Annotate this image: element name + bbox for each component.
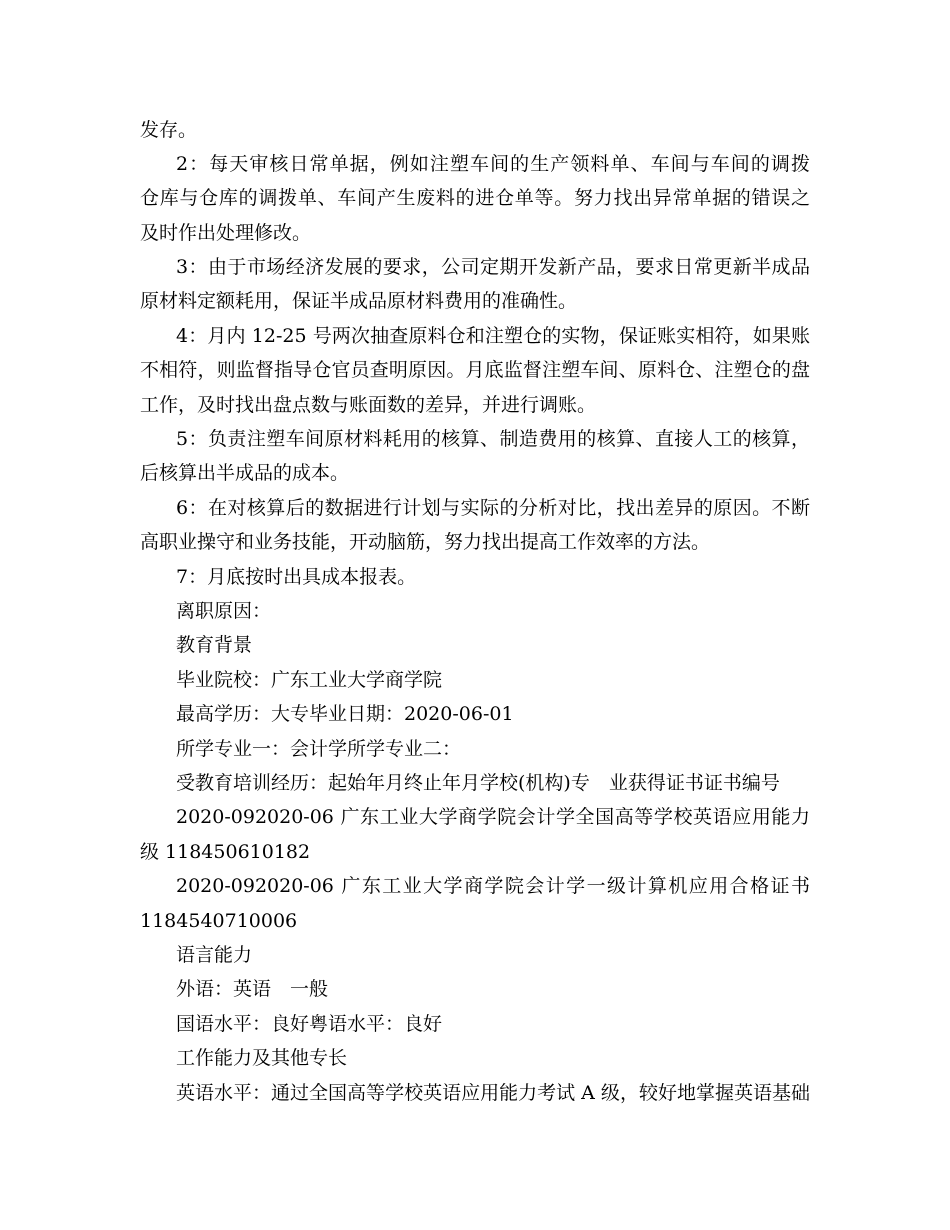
paragraph-line: 1184540710006	[140, 910, 298, 932]
paragraph-line: 及时作出处理修改。	[140, 222, 312, 244]
field-line: 毕业院校：广东工业大学商学院	[176, 669, 443, 691]
paragraph-line: 6：在对核算后的数据进行计划与实际的分析对比，找出差异的原因。不断	[176, 497, 810, 519]
paragraph-line: 2020-092020-06 广东工业大学商学院会计学全国高等学校英语应用能力	[176, 806, 810, 828]
field-line: 受教育培训经历：起始年月终止年月学校(机构)专 业获得证书证书编号	[176, 772, 780, 794]
paragraph-line: 2020-092020-06 广东工业大学商学院会计学一级计算机应用合格证书	[176, 875, 810, 897]
section-heading: 语言能力	[176, 944, 253, 966]
section-heading: 工作能力及其他专长	[176, 1047, 348, 1069]
paragraph-line: 不相符，则监督指导仓官员查明原因。月底监督注塑车间、原料仓、注塑仓的盘	[140, 359, 810, 381]
field-line: 国语水平：良好粤语水平：良好	[176, 1013, 443, 1035]
field-line: 所学专业一：会计学所学专业二：	[176, 738, 462, 760]
paragraph-line: 仓库与仓库的调拨单、车间产生废料的进仓单等。努力找出异常单据的错误之	[140, 187, 810, 209]
paragraph-line: 高职业操守和业务技能，开动脑筋，努力找出提高工作效率的方法。	[140, 531, 711, 553]
paragraph-line: 2：每天审核日常单据，例如注塑车间的生产领料单、车间与车间的调拨	[176, 153, 810, 175]
field-line: 外语：英语 一般	[176, 978, 329, 1000]
paragraph-line: 原材料定额耗用，保证半成品原材料费用的准确性。	[140, 290, 578, 312]
field-line: 最高学历：大专毕业日期：2020-06-01	[176, 703, 514, 725]
paragraph-line: 英语水平：通过全国高等学校英语应用能力考试 A 级，较好地掌握英语基础	[176, 1082, 810, 1104]
field-line: 离职原因：	[176, 600, 272, 622]
paragraph-line: 7：月底按时出具成本报表。	[176, 566, 417, 588]
paragraph-line: 级 118450610182	[140, 841, 311, 863]
paragraph-line: 3：由于市场经济发展的要求，公司定期开发新产品，要求日常更新半成品	[176, 256, 810, 278]
paragraph-line: 后核算出半成品的成本。	[140, 462, 350, 484]
paragraph-line: 工作，及时找出盘点数与账面数的差异，并进行调账。	[140, 394, 597, 416]
paragraph-line: 4：月内 12-25 号两次抽查原料仓和注塑仓的实物，保证账实相符，如果账	[176, 325, 810, 347]
paragraph-line: 5：负责注塑车间原材料耗用的核算、制造费用的核算、直接人工的核算，	[176, 428, 810, 450]
paragraph-line: 发存。	[140, 119, 198, 141]
section-heading: 教育背景	[176, 634, 253, 656]
